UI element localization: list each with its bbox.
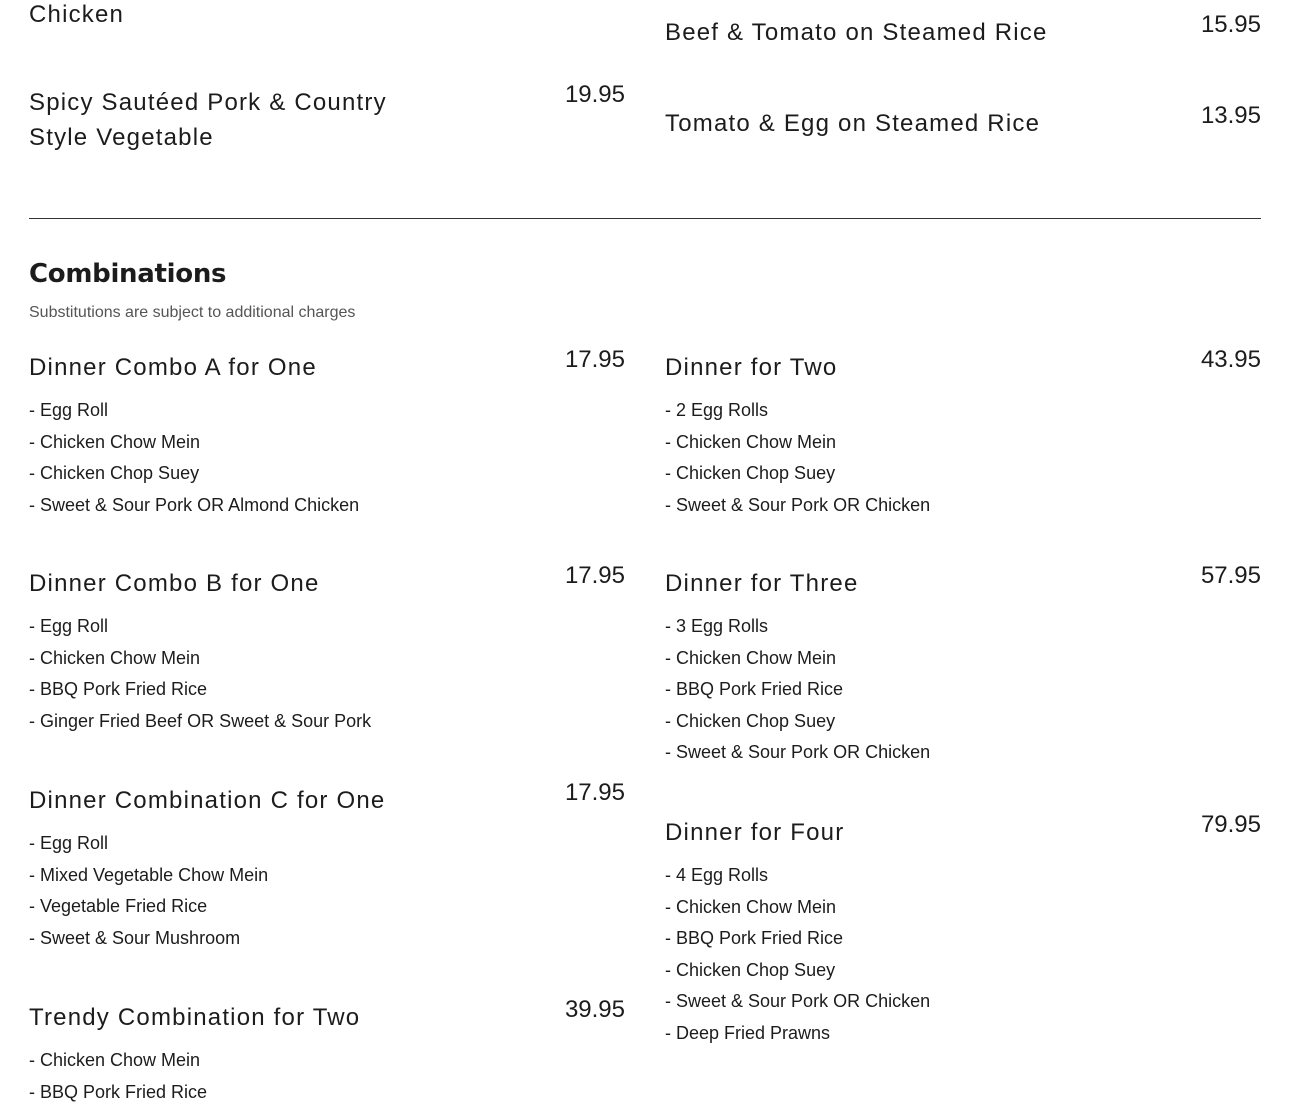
menu-item-price: 79.95 — [1200, 811, 1261, 838]
menu-item-name: Dinner for Four — [665, 819, 845, 846]
menu-item-name: Dinner for Two — [665, 354, 838, 381]
menu-item-price: 15.95 — [1200, 11, 1261, 38]
menu-item-line: - 2 Egg Rolls — [665, 400, 769, 420]
menu-item-line: - Sweet & Sour Mushroom — [29, 927, 241, 948]
menu-item-line: - Egg Roll — [29, 400, 109, 420]
menu-item-line: - Egg Roll — [29, 616, 109, 636]
menu-item-line: - Sweet & Sour Pork OR Chicken — [665, 991, 931, 1012]
menu-item-name: Tomato & Egg on Steamed Rice — [665, 110, 1041, 137]
menu-item-name: Spicy Sautéed Pork & Country Style Vegetable — [29, 89, 387, 151]
menu-item-line: - Egg Roll — [29, 833, 109, 853]
menu-item-line: - Chicken Chow Mein — [665, 647, 837, 668]
menu-item-name: Dinner Combo B for One — [29, 570, 320, 597]
menu-item-price: 57.95 — [1200, 562, 1261, 589]
menu-item-line: - Chicken Chow Mein — [29, 431, 201, 452]
menu-item-line: - Sweet & Sour Pork OR Chicken — [665, 494, 931, 515]
menu-item-line: - Mixed Vegetable Chow Mein — [29, 864, 269, 885]
menu-item-price: 43.95 — [1200, 346, 1261, 373]
menu-item-contents — [665, 611, 930, 769]
menu-item-line: - 3 Egg Rolls — [665, 616, 769, 636]
menu-item-line: - Chicken Chop Suey — [665, 710, 836, 731]
menu-item-price: 17.95 — [564, 346, 625, 373]
menu-item-line: - Chicken Chow Mein — [29, 647, 201, 668]
menu-item-line: - BBQ Pork Fried Rice — [29, 679, 208, 700]
menu-item-name: Dinner Combination C for One — [29, 787, 386, 814]
menu-item-line: - Sweet & Sour Pork OR Chicken — [665, 742, 931, 763]
menu-item-name: Dinner Combo A for One — [29, 354, 317, 381]
menu-item-price: 17.95 — [564, 779, 625, 806]
menu-item-line: - Vegetable Fried Rice — [29, 896, 208, 917]
menu-item-line: - Chicken Chow Mein — [665, 896, 837, 917]
menu-item-line: - Chicken Chop Suey — [665, 463, 836, 484]
menu-item-line: - Sweet & Sour Pork OR Almond Chicken — [29, 494, 360, 515]
menu-item-line: - Deep Fried Prawns — [665, 1022, 831, 1043]
menu-item-contents — [29, 611, 371, 737]
menu-item-line: - BBQ Pork Fried Rice — [665, 679, 844, 700]
menu-item-contents — [29, 828, 268, 954]
menu-item-contents — [29, 395, 359, 521]
menu-item-contents — [665, 860, 930, 1050]
menu-item-name: Chicken — [29, 1, 125, 28]
menu-item-line: - BBQ Pork Fried Rice — [29, 1081, 208, 1102]
section-divider — [29, 218, 1261, 219]
menu-item-name: Dinner for Three — [665, 570, 859, 597]
menu-item-line: - Chicken Chow Mein — [29, 1050, 201, 1070]
menu-item-price: 39.95 — [564, 996, 625, 1023]
menu-item-line: - Chicken Chop Suey — [665, 959, 836, 980]
menu-item-contents — [665, 395, 930, 521]
menu-item-line: - Chicken Chop Suey — [29, 463, 200, 484]
menu-item-price: 13.95 — [1200, 102, 1261, 129]
menu-item-line: - Chicken Chow Mein — [665, 431, 837, 452]
menu-item-price: 19.95 — [564, 81, 625, 108]
menu-item-name: Trendy Combination for Two — [29, 1004, 361, 1031]
section-title: Combinations — [29, 259, 227, 289]
menu-item-name: Beef & Tomato on Steamed Rice — [665, 19, 1048, 46]
section-note: Substitutions are subject to additional charges — [29, 304, 356, 321]
menu-item-contents — [29, 1045, 207, 1108]
menu-item-line: - 4 Egg Rolls — [665, 865, 769, 885]
menu-item-line: - Ginger Fried Beef OR Sweet & Sour Pork — [29, 710, 372, 731]
menu-item-line: - BBQ Pork Fried Rice — [665, 928, 844, 949]
menu-item-price: 17.95 — [564, 562, 625, 589]
